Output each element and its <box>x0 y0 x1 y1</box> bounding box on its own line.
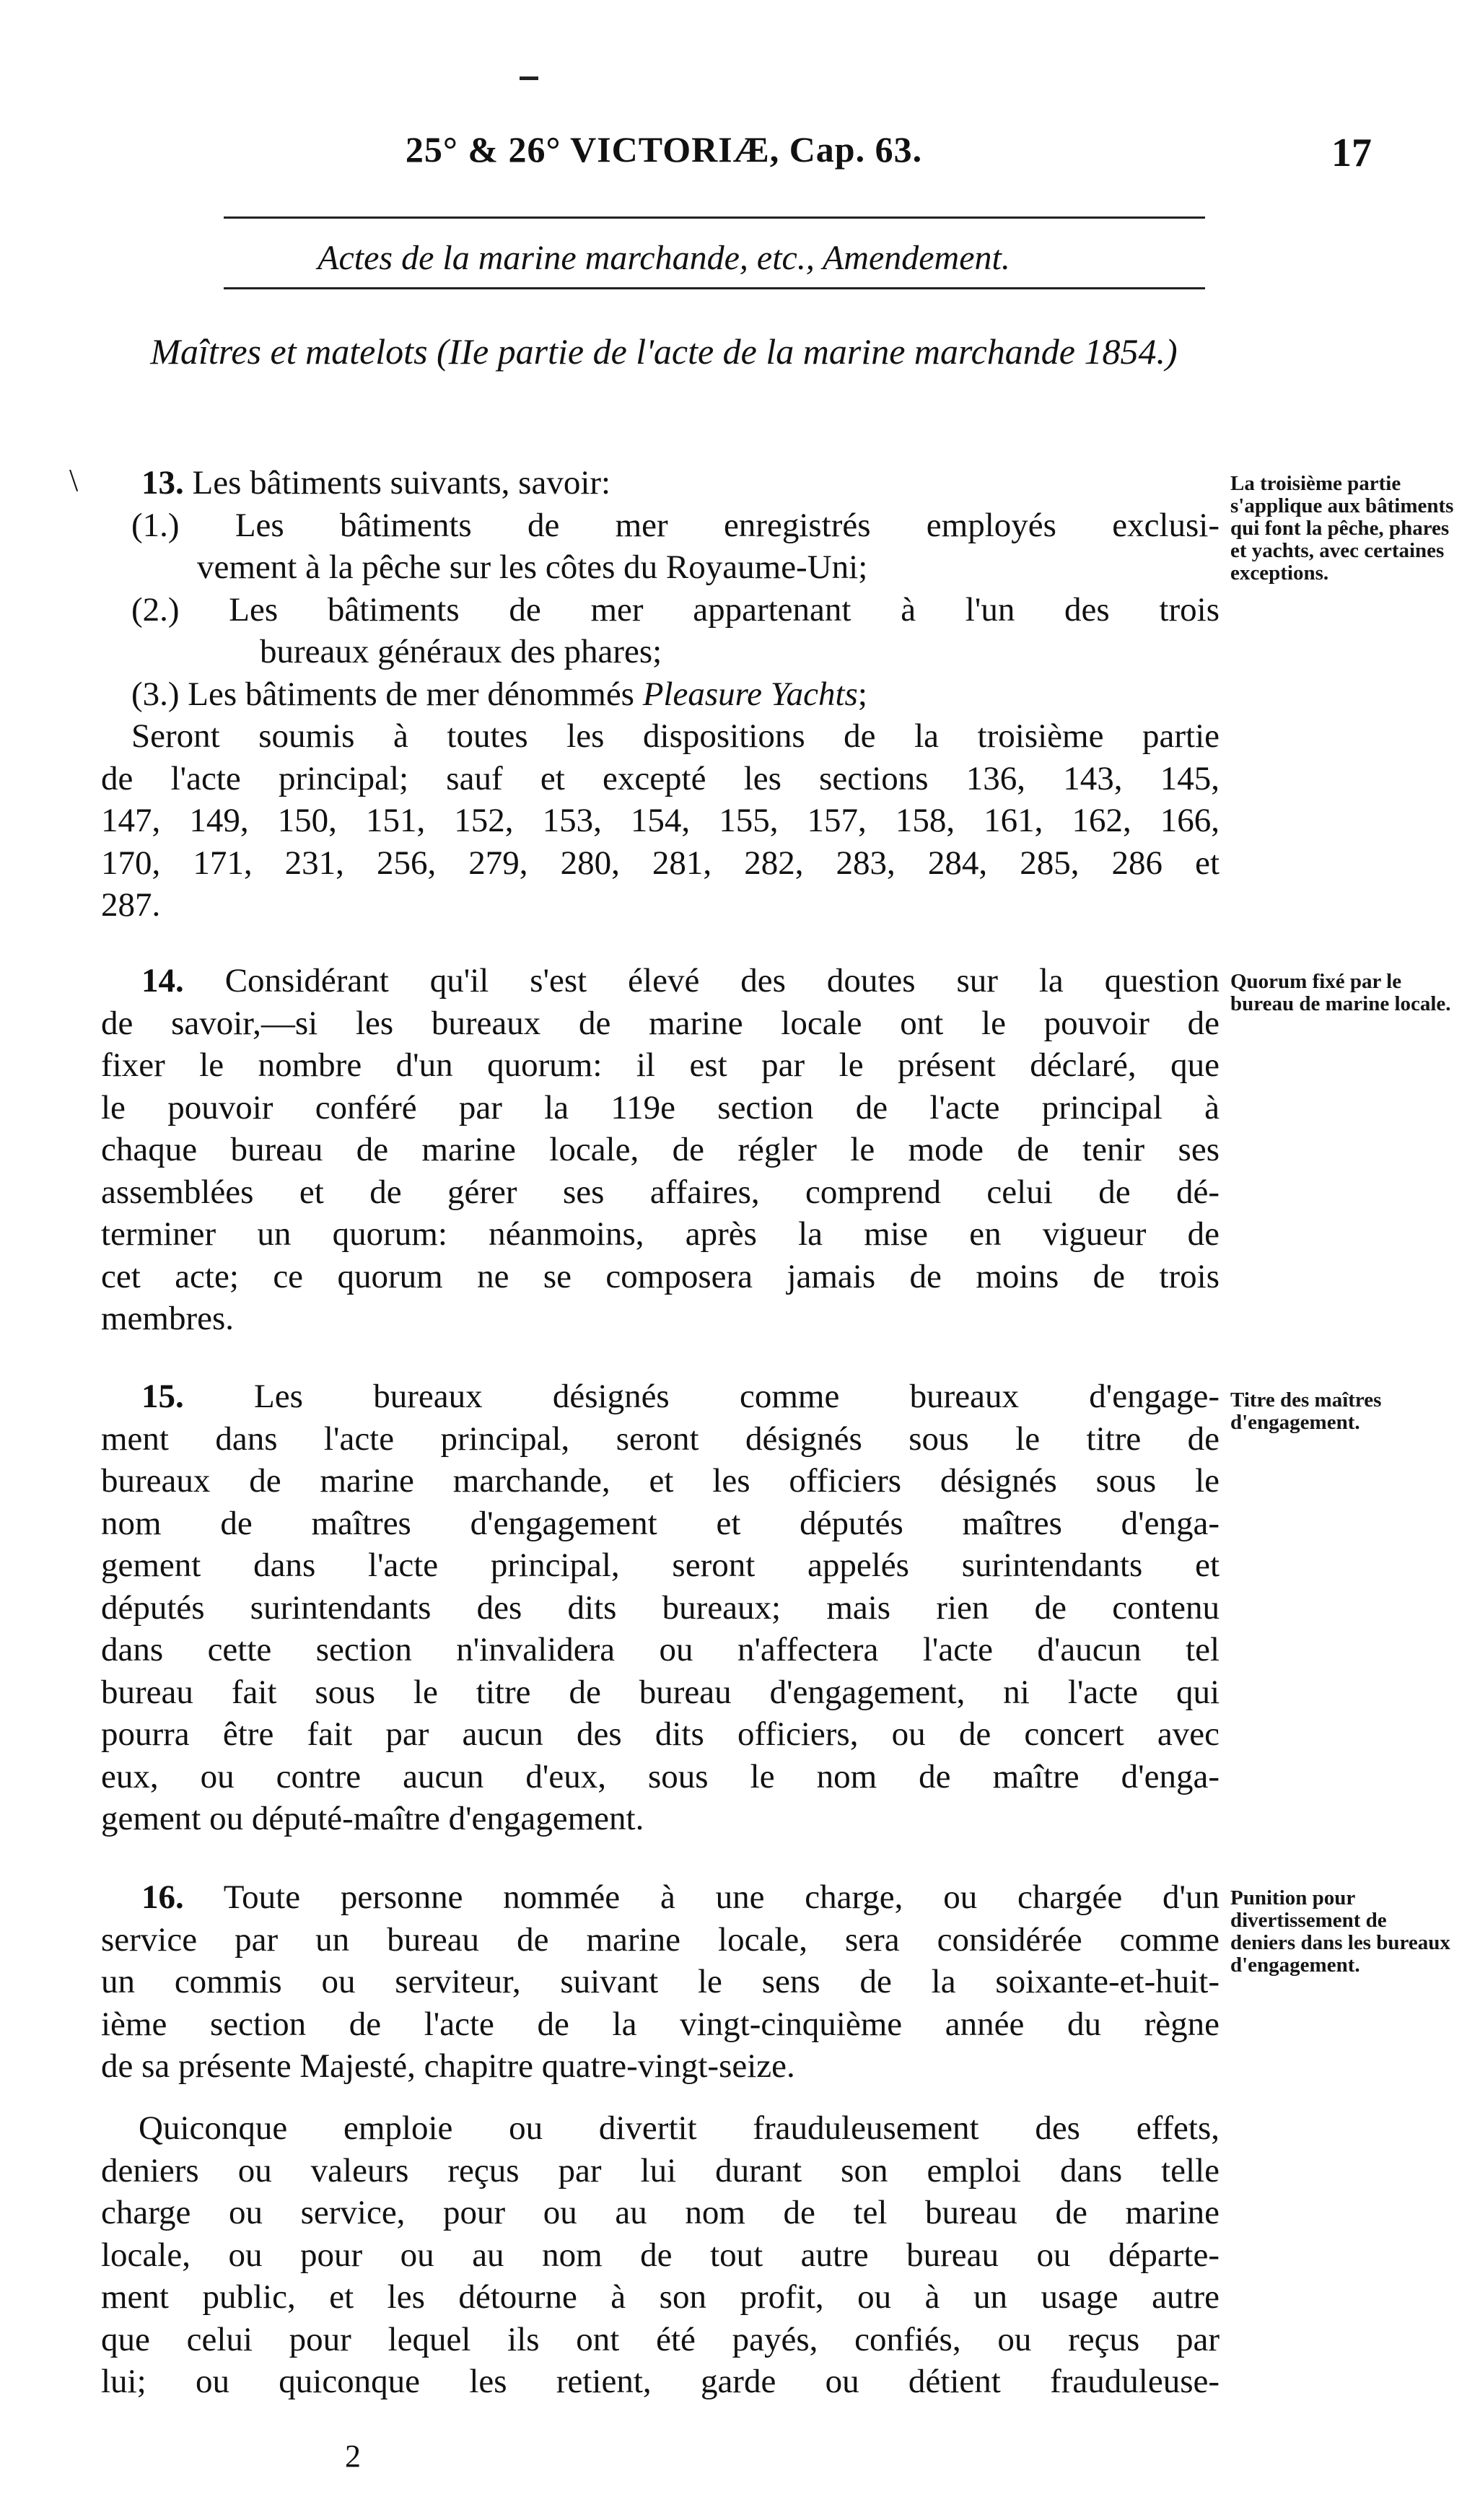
section-number: 14. <box>141 962 184 999</box>
s14-line-6: assemblées et de gérer ses affaires, comprend celui de dé- <box>101 1173 1220 1211</box>
s16-p2-line-4: locale, ou pour ou au nom de tout autre bureau ou départe- <box>101 2236 1220 2274</box>
s13-margin-note: La troisième partie s'applique aux bâtiments qui font la pêche, phares et yachts, avec certaines exceptions. <box>1230 472 1454 585</box>
pleasure-yachts-term: Pleasure Yachts <box>642 675 858 713</box>
margin-tick-mark: \ <box>69 463 79 498</box>
section-number: 13. <box>141 464 184 502</box>
s14-line-9: membres. <box>101 1300 235 1337</box>
s16-line-1 <box>101 1876 1220 1919</box>
s15-line-3: bureaux de marine marchande, et les officiers désignés sous le <box>101 1462 1220 1500</box>
section-number: 15. <box>141 1378 184 1415</box>
top-dash-mark <box>520 76 538 80</box>
s16-line-5: de sa présente Majesté, chapitre quatre-vingt-seize. <box>101 2047 795 2085</box>
s13-body-line-2: de l'acte principal; sauf et excepté les sections 136, 143, 145, <box>101 759 1220 797</box>
s15-line-5: gement dans l'acte principal, seront appelés surintendants et <box>101 1546 1220 1584</box>
section-13 <box>101 462 1220 927</box>
s16-line-4: ième section de l'acte de la vingt-cinquième année du règne <box>101 2005 1220 2043</box>
s16-p2-line-1: Quiconque emploie ou divertit frauduleusement des effets, <box>139 2109 1220 2147</box>
s16-p2-line-5: ment public, et les détourne à son profit, ou à un usage autre <box>101 2278 1220 2316</box>
running-head: 25° & 26° VICTORIÆ, Cap. 63. <box>405 129 923 170</box>
s16-line-2: service par un bureau de marine locale, sera considérée comme <box>101 1920 1220 1959</box>
header-rule-bottom <box>224 287 1205 289</box>
s13-intro: Les bâtiments suivants, savoir: <box>192 464 611 502</box>
section-15 <box>101 1375 1220 1840</box>
s13-item-2-line-2: bureaux généraux des phares; <box>260 633 662 670</box>
s15-line-4: nom de maîtres d'engagement et députés maîtres d'enga- <box>101 1504 1220 1542</box>
s15-line-10: eux, ou contre aucun d'eux, sous le nom de maître d'enga- <box>101 1757 1220 1795</box>
s16-line-3: un commis ou serviteur, suivant le sens de la soixante-et-huit- <box>101 1963 1220 2000</box>
s14-line-5: chaque bureau de marine locale, de régler le mode de tenir ses <box>101 1131 1220 1168</box>
s13-intro-line <box>101 462 1220 504</box>
s13-body-line-3: 147, 149, 150, 151, 152, 153, 154, 155, 157, 158, 161, 162, 166, <box>101 802 1220 839</box>
page-number: 17 <box>1331 131 1372 175</box>
part-title: Maîtres et matelots (IIe partie de l'acte de la marine marchande 1854.) <box>150 331 1178 372</box>
header-rule-top <box>224 216 1205 219</box>
s16-p2-line-2: deniers ou valeurs reçus par lui durant son emploi dans telle <box>101 2151 1220 2189</box>
s14-line-1-text: Considérant qu'il s'est élevé des doutes sur la question <box>224 962 1220 999</box>
s16-p2-line-7: lui; ou quiconque les retient, garde ou détient frauduleuse- <box>101 2363 1220 2400</box>
s13-body-line-5: 287. <box>101 886 161 924</box>
s15-line-9: pourra être fait par aucun des dits officiers, ou de concert avec <box>101 1715 1220 1753</box>
s15-line-2: ment dans l'acte principal, seront désignés sous le titre de <box>101 1419 1220 1458</box>
section-number: 16. <box>141 1878 184 1916</box>
section-16 <box>101 1876 1220 2088</box>
s15-line-8: bureau fait sous le titre de bureau d'engagement, ni l'acte qui <box>101 1673 1220 1711</box>
s16-line-1-text: Toute personne nommée à une charge, ou chargée d'un <box>223 1878 1220 1916</box>
s14-line-1 <box>101 960 1220 1002</box>
section-14 <box>101 960 1220 1340</box>
s13-item-3 <box>101 673 1220 716</box>
s16-p2-line-3: charge ou service, pour ou au nom de tel bureau de marine <box>101 2194 1220 2231</box>
s13-body-line-4: 170, 171, 231, 256, 279, 280, 281, 282, 283, 284, 285, 286 et <box>101 844 1220 882</box>
s16-margin-note: Punition pour divertissement de deniers dans les bureaux d'engagement. <box>1230 1886 1450 1977</box>
s13-item-2-line-1: (2.) Les bâtiments de mer appartenant à l'un des trois <box>131 590 1220 629</box>
s16-p2-line-6: que celui pour lequel ils ont été payés, confiés, ou reçus par <box>101 2320 1220 2358</box>
section-16-paragraph-2 <box>101 2107 1220 2403</box>
s13-item-1-line-1: (1.) Les bâtiments de mer enregistrés employés exclusi- <box>131 506 1220 544</box>
s13-item-1-line-2: vement à la pêche sur les côtes du Royaume-Uni; <box>197 548 868 586</box>
s14-line-2: de savoir,—si les bureaux de marine locale ont le pouvoir de <box>101 1004 1220 1042</box>
s14-line-7: terminer un quorum: néanmoins, après la mise en vigueur de <box>101 1215 1220 1253</box>
s13-item-3-suffix: ; <box>857 675 867 713</box>
act-subtitle: Actes de la marine marchande, etc., Amendement. <box>318 239 1010 277</box>
s15-line-6: députés surintendants des dits bureaux; mais rien de contenu <box>101 1588 1220 1627</box>
s15-line-7: dans cette section n'invalidera ou n'affectera l'acte d'aucun tel <box>101 1631 1220 1668</box>
s14-line-3: fixer le nombre d'un quorum: il est par le présent déclaré, que <box>101 1046 1220 1084</box>
s15-line-1-text: Les bureaux désignés comme bureaux d'engage- <box>254 1378 1220 1415</box>
s13-item-3-prefix: (3.) Les bâtiments de mer dénommés <box>131 675 643 713</box>
s15-line-11: gement ou député-maître d'engagement. <box>101 1800 644 1837</box>
s13-body-line-1: Seront soumis à toutes les dispositions de la troisième partie <box>131 717 1220 755</box>
signature-mark: 2 <box>345 2438 361 2474</box>
s14-line-8: cet acte; ce quorum ne se composera jamais de moins de trois <box>101 1257 1220 1295</box>
s14-line-4: le pouvoir conféré par la 119e section de l'acte principal à <box>101 1088 1220 1126</box>
s15-margin-note: Titre des maîtres d'engagement. <box>1230 1388 1382 1434</box>
s15-line-1 <box>101 1375 1220 1418</box>
s14-margin-note: Quorum fixé par le bureau de marine locale. <box>1230 970 1451 1015</box>
